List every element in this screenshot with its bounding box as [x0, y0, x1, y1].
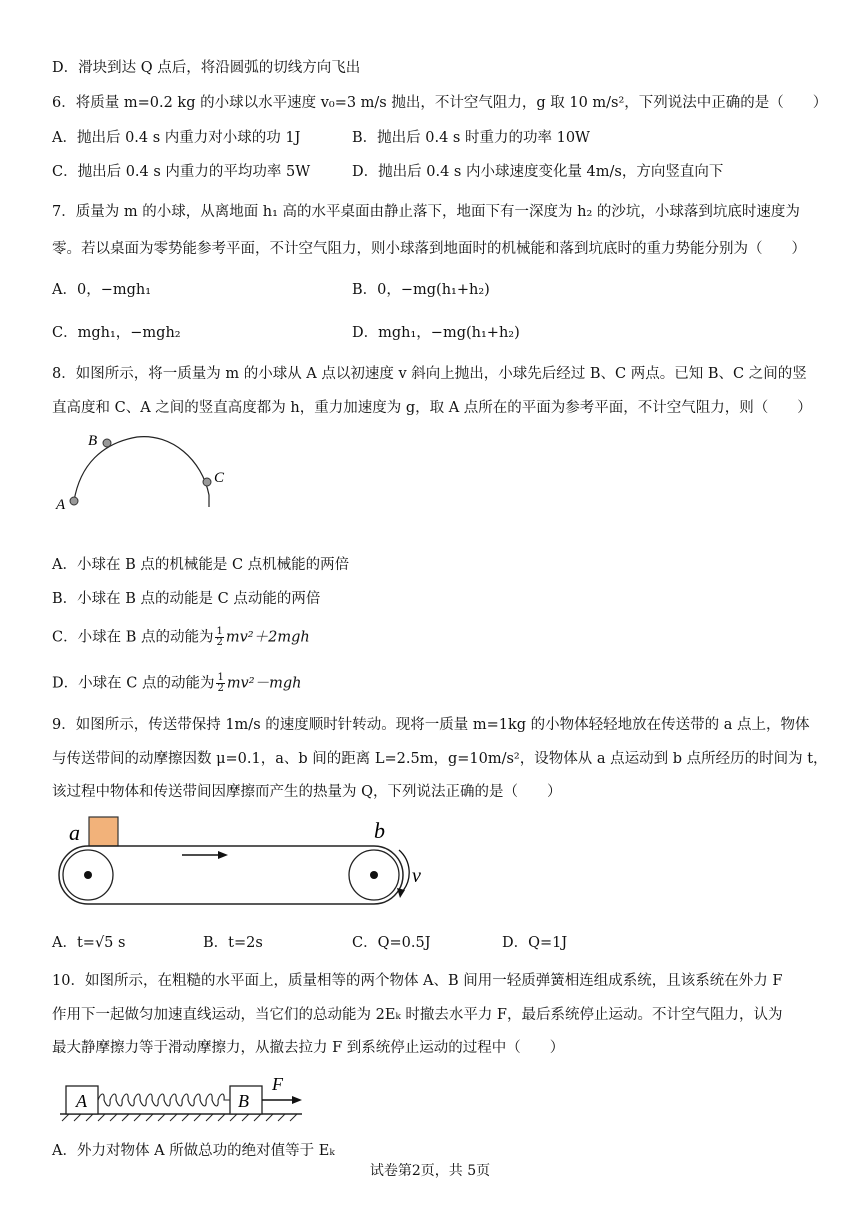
label-a: A [56, 497, 66, 513]
q6-option-d: D．抛出后 0.4 s 内小球速度变化量 4m/s，方向竖直向下 [352, 164, 724, 180]
q6-option-a: A．抛出后 0.4 s 内重力对小球的功 1J [52, 130, 301, 146]
point-a-ball [70, 497, 78, 505]
q9-stem-line3: 该过程中物体和传送带间因摩擦而产生的热量为 Q，下列说法正确的是（ ） [52, 784, 562, 800]
q10-stem-line1: 10．如图所示，在粗糙的水平面上，质量相等的两个物体 A、B 间用一轻质弹簧相连组成系统，且该系统在外力 F [52, 973, 783, 989]
fraction-half [215, 627, 223, 648]
q10-spring-figure [52, 1072, 312, 1124]
q8-option-d [52, 673, 301, 694]
q9-option-d: D．Q=1J [502, 935, 568, 951]
label-b: B [238, 1091, 249, 1111]
label-c: C [214, 470, 225, 486]
q8-option-c-suffix: mv²＋2mgh [225, 629, 310, 646]
q9-stem-line2: 与传送带间的动摩擦因数 μ=0.1，a、b 间的距离 L=2.5m，g=10m/s²，设物体从 a 点运动到 b 点所经历的时间为 t， [52, 751, 828, 767]
q8-trajectory-figure [52, 425, 232, 520]
point-c-ball [203, 478, 211, 486]
q8-stem-line1: 8．如图所示，将一质量为 m 的小球从 A 点以初速度 v 斜向上抛出，小球先后经过 B、C 两点。已知 B、C 之间的竖 [52, 366, 807, 382]
fraction-denominator: 2 [216, 637, 223, 648]
q7-stem-line1: 7．质量为 m 的小球，从离地面 h₁ 高的水平桌面由静止落下，地面下有一深度为 h₂ 的沙坑，小球落到坑底时速度为 [52, 204, 800, 220]
right-pulley-axle [370, 871, 378, 879]
q7-option-b: B．0，−mg(h₁+h₂) [352, 282, 490, 298]
q7-stem-line2: 零。若以桌面为零势能参考平面，不计空气阻力，则小球落到地面时的机械能和落到坑底时的重力势能分别为（ ） [52, 241, 806, 257]
fraction-half [216, 673, 224, 694]
q5-option-d: D．滑块到达 Q 点后，将沿圆弧的切线方向飞出 [52, 60, 361, 76]
left-pulley-axle [84, 871, 92, 879]
q8-option-d-prefix: D．小球在 C 点的动能为 [52, 675, 215, 692]
q8-option-d-suffix: mv²－mgh [226, 675, 302, 692]
q9-conveyor-figure [52, 812, 442, 912]
q6-stem: 6．将质量 m=0.2 kg 的小球以水平速度 v₀=3 m/s 抛出，不计空气阻力，g 取 10 m/s²，下列说法中正确的是（ ） [52, 95, 828, 111]
label-v: v [412, 865, 421, 887]
q10-stem-line3: 最大静摩擦力等于滑动摩擦力，从撤去拉力 F 到系统停止运动的过程中（ ） [52, 1040, 565, 1056]
label-b: b [374, 818, 385, 843]
fraction-denominator: 2 [217, 683, 224, 694]
q8-option-c [52, 627, 310, 648]
fraction-numerator: 1 [217, 672, 224, 683]
page-footer: 试卷第2页，共 5页 [369, 1163, 491, 1179]
q8-option-b: B．小球在 B 点的动能是 C 点动能的两倍 [52, 591, 321, 607]
force-arrow-head [292, 1096, 302, 1104]
q9-option-a: A．t=√5 s [52, 935, 126, 951]
q9-option-b: B．t=2s [203, 935, 263, 951]
q6-option-c: C．抛出后 0.4 s 内重力的平均功率 5W [52, 164, 311, 180]
q10-option-a: A．外力对物体 A 所做总功的绝对值等于 Eₖ [52, 1143, 335, 1159]
point-b-ball [103, 439, 111, 447]
belt-arrow-head [218, 851, 228, 859]
ground-hatching [62, 1114, 297, 1121]
q9-option-c: C．Q=0.5J [352, 935, 431, 951]
label-f: F [272, 1074, 283, 1094]
q7-option-a: A．0，−mgh₁ [52, 282, 152, 298]
spring [98, 1094, 230, 1106]
q10-stem-line2: 作用下一起做匀加速直线运动，当它们的总动能为 2Eₖ 时撤去水平力 F，最后系统停止运动。不计空气阻力，认为 [52, 1007, 783, 1023]
q8-stem-line2: 直高度和 C、A 之间的竖直高度都为 h，重力加速度为 g，取 A 点所在的平面为参考平面，不计空气阻力，则（ ） [52, 400, 812, 416]
q7-option-d: D．mgh₁，−mg(h₁+h₂) [352, 325, 520, 341]
q6-option-b: B．抛出后 0.4 s 时重力的功率 10W [352, 130, 590, 146]
q9-stem-line1: 9．如图所示，传送带保持 1m/s 的速度顺时针转动。现将一质量 m=1kg 的小物体轻轻地放在传送带的 a 点上，物体 [52, 717, 810, 733]
q8-option-c-prefix: C．小球在 B 点的动能为 [52, 629, 214, 646]
label-b: B [88, 433, 98, 449]
block-on-belt [89, 817, 118, 846]
q7-option-c: C．mgh₁，−mgh₂ [52, 325, 181, 341]
q8-option-a: A．小球在 B 点的机械能是 C 点机械能的两倍 [52, 557, 350, 573]
label-a: a [69, 820, 80, 845]
fraction-numerator: 1 [216, 626, 223, 637]
label-a: A [76, 1091, 87, 1111]
